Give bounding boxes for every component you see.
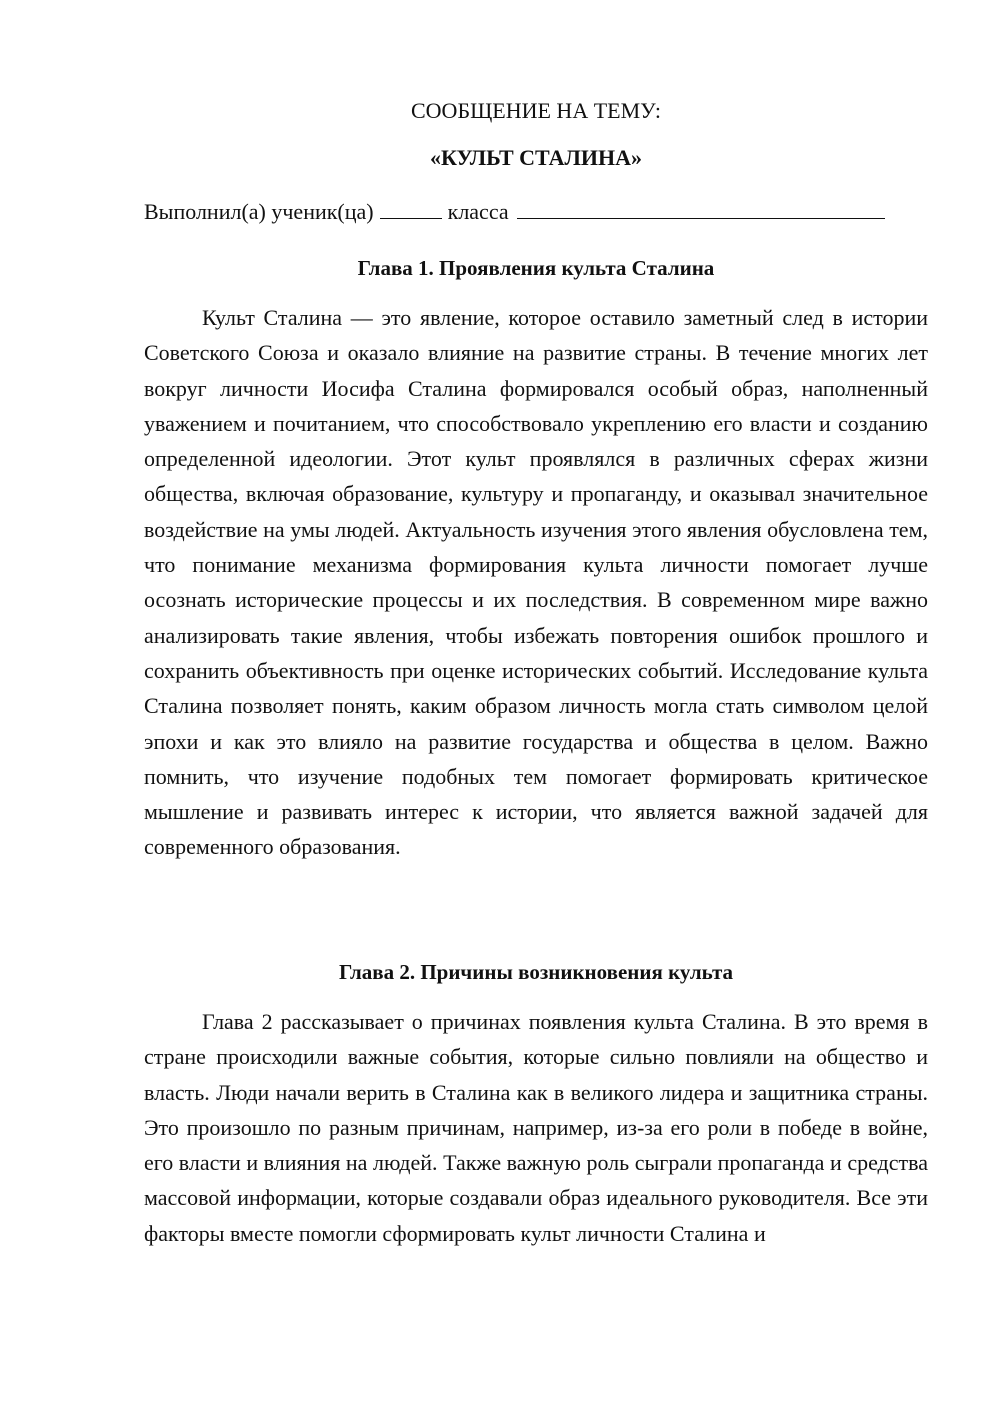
chapter-2-paragraph: Глава 2 рассказывает о причинах появления культа Сталина. В это время в стране происходили важные события, которые сильно повлияли на общество и власть. Люди начали верить в Сталина как в великого лидера и защитника страны. Это произошло по разным причинам, например, из-за его роли в победе в войне, его власти и влияния на людей. Также важную роль сыграли пропаганда и средства массовой информации, которые создавали образ идеального руководителя. Все эти факторы вместе помогли сформировать культ личности Сталина и: [144, 1009, 928, 1246]
grade-blank: [380, 198, 442, 219]
chapter-1-paragraph: Культ Сталина — это явление, которое оставило заметный след в истории Советского Союза и оказало влияние на развитие страны. В течение многих лет вокруг личности Иосифа Сталина формировался особый образ, наполненный уважением и почитанием, что способствовало укреплению его власти и созданию определенной идеологии. Этот культ проявлялся в различных сферах жизни общества, включая образование, культуру и пропаганду, и оказывал значительное воздействие на умы людей. Актуальность изучения этого явления обусловлена тем, что понимание механизма формирования культа личности помогает лучше осознать исторические процессы и их последствия. В современном мире важно анализировать такие явления, чтобы избежать повторения ошибок прошлого и сохранить объективность при оценке исторических событий. Исследование культа Сталина позволяет понять, каким образом личность могла стать символом целой эпохи и как это влияло на развитие государства и общества в целом. Важно помнить, что изучение подобных тем помогает формировать критическое мышление и развивать интерес к истории, что является важной задачей для современного образования.: [144, 305, 928, 860]
chapter-1-heading: Глава 1. Проявления культа Сталина: [357, 256, 715, 280]
class-label: класса: [447, 199, 509, 224]
document-title-line-2: «КУЛЬТ СТАЛИНА»: [429, 145, 643, 170]
document-title-line-1: СООБЩЕНИЕ НА ТЕМУ:: [411, 98, 661, 123]
student-prefix-label: Выполнил(а) ученик(ца): [144, 199, 374, 224]
class-name-blank: [517, 198, 885, 219]
student-info-line: [144, 198, 928, 226]
chapter-2-heading: Глава 2. Причины возникновения культа: [338, 960, 734, 984]
